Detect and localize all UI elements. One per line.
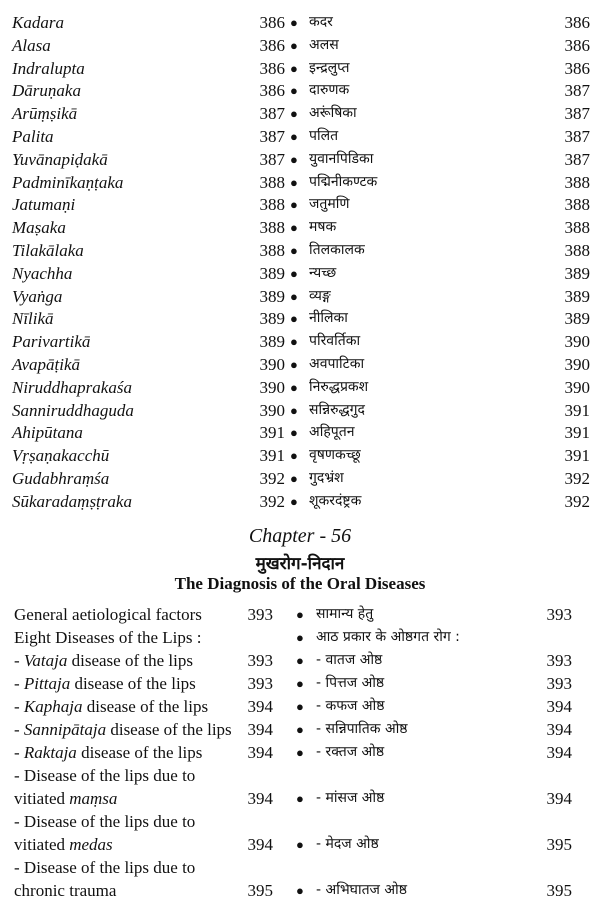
page-number-hindi: 386 xyxy=(564,35,590,55)
index-row xyxy=(0,421,600,444)
entry-hindi: शूकरदंष्ट्रक xyxy=(309,492,362,509)
index-row xyxy=(0,444,600,467)
page-number-english: 395 xyxy=(247,881,273,900)
page-number-hindi: 394 xyxy=(546,720,572,739)
bullet: ● xyxy=(296,883,304,898)
page-number-english: 390 xyxy=(259,377,285,397)
index-row xyxy=(0,764,600,810)
page-number-english: 391 xyxy=(259,446,285,466)
page-number-english: 390 xyxy=(259,400,285,420)
entry-hindi: नीलिका xyxy=(309,310,348,327)
page-number-hindi: 388 xyxy=(564,172,590,192)
entry-english: Sanniruddhaguda xyxy=(12,400,134,420)
entry-hindi: - पित्तज ओष्ठ xyxy=(316,675,385,691)
bullet: ● xyxy=(290,288,298,304)
chapter-title-english: The Diagnosis of the Oral Diseases xyxy=(174,574,426,593)
bullet: ● xyxy=(296,722,304,737)
entry-english: Jatumaṇi xyxy=(12,195,76,215)
entry-english: General aetiological factors xyxy=(14,605,202,624)
entry-english: Parivartikā xyxy=(12,332,91,352)
page-number-hindi: 391 xyxy=(564,400,590,420)
page-number-english: 393 xyxy=(247,651,273,670)
index-row xyxy=(0,239,600,262)
entry-english: - Vataja disease of the lips xyxy=(14,651,193,670)
chapter-title-hindi: मुखरोग-निदान xyxy=(255,554,345,574)
page-number-english: 392 xyxy=(259,469,285,488)
bullet: ● xyxy=(290,174,298,190)
bullet: ● xyxy=(290,471,298,486)
bullet: ● xyxy=(296,676,304,691)
page-number-hindi: 386 xyxy=(564,13,590,32)
page-number-hindi: 392 xyxy=(564,491,590,511)
entry-english: - Disease of the lips due to vitiated maṃsa xyxy=(14,766,196,808)
index-row xyxy=(0,649,600,672)
index-row xyxy=(0,102,600,125)
page-number-english: 386 xyxy=(259,81,285,101)
page-number-hindi: 393 xyxy=(546,674,572,693)
bullet: ● xyxy=(296,791,304,806)
index-row xyxy=(0,193,600,216)
entry-hindi: - अभिघातज ओष्ठ xyxy=(316,882,407,898)
bullet: ● xyxy=(290,334,298,350)
page-number-english: 388 xyxy=(259,172,285,192)
bullet: ● xyxy=(296,630,304,645)
entry-english: - Kaphaja disease of the lips xyxy=(14,697,209,716)
page-number-hindi: 389 xyxy=(564,263,590,283)
page-number-english: 386 xyxy=(259,35,285,55)
entry-english: - Raktaja disease of the lips xyxy=(14,743,203,762)
page-number-hindi: 389 xyxy=(564,309,590,329)
entry-english: Tilakālaka xyxy=(12,241,84,260)
entry-english: Avapāṭikā xyxy=(12,355,80,374)
bullet: ● xyxy=(290,379,298,395)
page-number-english: 388 xyxy=(259,241,285,260)
entry-english: Palita xyxy=(12,127,54,146)
page-number-english: 389 xyxy=(259,332,285,352)
page-number-hindi: 395 xyxy=(546,881,572,900)
index-row xyxy=(0,695,600,718)
page-number-hindi: 390 xyxy=(564,332,590,352)
index-row xyxy=(0,57,600,80)
entry-hindi: पद्मिनीकण्टक xyxy=(309,173,378,190)
entry-english: - Pittaja disease of the lips xyxy=(14,674,196,693)
entry-english: Ahipūtana xyxy=(12,423,83,443)
index-row xyxy=(0,810,600,856)
page-number-hindi: 387 xyxy=(564,104,590,124)
bullet: ● xyxy=(296,745,304,760)
bullet: ● xyxy=(296,837,304,852)
page-number-english: 394 xyxy=(247,835,273,854)
page-number-hindi: 388 xyxy=(564,241,590,260)
page-number-hindi: 391 xyxy=(564,446,590,466)
entry-english: Indralupta xyxy=(12,58,85,78)
page-number-english: 389 xyxy=(259,286,285,306)
bullet: ● xyxy=(290,15,298,30)
index-row xyxy=(0,603,600,626)
entry-hindi: न्यच्छ xyxy=(309,264,337,281)
page-number-english: 390 xyxy=(259,355,285,374)
page-number-hindi: 394 xyxy=(546,743,572,762)
bullet: ● xyxy=(290,151,298,167)
entry-hindi: - वातज ओष्ठ xyxy=(316,652,383,668)
entry-hindi: अवपाटिका xyxy=(309,356,365,372)
entry-hindi: वृषणकच्छू xyxy=(309,447,361,464)
page-number-hindi: 393 xyxy=(546,651,572,670)
entry-english: - Disease of the lips due to chronic trauma xyxy=(14,858,196,900)
entry-hindi: - मांसज ओष्ठ xyxy=(316,790,385,806)
entry-hindi: - सन्निपातिक ओष्ठ xyxy=(316,721,408,737)
page-number-english: 394 xyxy=(247,789,273,808)
entry-english: - Sannipātaja disease of the lips xyxy=(14,720,232,739)
index-row xyxy=(0,376,600,399)
entry-hindi: कदर xyxy=(309,14,333,30)
entry-english: Gudabhraṃśa xyxy=(12,469,110,488)
entry-hindi: आठ प्रकार के ओष्ठगत रोग : xyxy=(316,629,460,645)
page-number-hindi: 388 xyxy=(564,195,590,215)
bullet: ● xyxy=(296,699,304,714)
entry-english: Alasa xyxy=(12,35,51,55)
page-number-english: 394 xyxy=(247,743,273,762)
page-number-english: 387 xyxy=(259,127,285,146)
index-row xyxy=(0,467,600,490)
index-row xyxy=(0,285,600,308)
index-row xyxy=(0,79,600,102)
entry-english: Dāruṇaka xyxy=(12,81,81,101)
entry-hindi: गुदभ्रंश xyxy=(309,470,344,486)
index-row xyxy=(0,125,600,148)
page-number-hindi: 389 xyxy=(564,286,590,306)
page-number-english: 388 xyxy=(259,218,285,238)
index-row xyxy=(0,307,600,330)
page-number-hindi: 390 xyxy=(564,355,590,374)
entry-hindi: व्यङ्ग xyxy=(309,287,331,304)
page-number-hindi: 391 xyxy=(564,423,590,443)
entry-hindi: परिवर्तिका xyxy=(309,333,361,350)
index-row xyxy=(0,399,600,422)
page-number-english: 389 xyxy=(259,263,285,283)
page-number-hindi: 390 xyxy=(564,377,590,397)
page-number-english: 394 xyxy=(247,697,273,716)
entry-hindi: निरुद्धप्रकश xyxy=(309,378,369,395)
index-row xyxy=(0,626,600,649)
chapter-number: Chapter - 56 xyxy=(248,525,352,547)
page-number-english: 392 xyxy=(259,491,285,511)
index-row xyxy=(0,856,600,902)
index-row xyxy=(0,171,600,194)
entry-hindi: तिलकालक xyxy=(309,242,365,258)
entry-english: Niruddhaprakaśa xyxy=(12,377,132,397)
entry-english: Nīlikā xyxy=(12,309,54,329)
bullet: ● xyxy=(290,106,298,122)
bullet: ● xyxy=(290,425,298,441)
entry-english: - Disease of the lips due to vitiated medas xyxy=(14,812,196,854)
index-row xyxy=(0,490,600,513)
index-row xyxy=(0,11,600,34)
bullet: ● xyxy=(290,37,298,53)
entry-hindi: इन्द्रलुप्त xyxy=(309,59,350,76)
bullet: ● xyxy=(290,197,298,213)
entry-hindi: युवानपिडिका xyxy=(309,150,374,167)
bullet: ● xyxy=(290,243,298,258)
bullet: ● xyxy=(290,83,298,99)
page-number-hindi: 393 xyxy=(546,605,572,624)
bullet: ● xyxy=(290,60,298,76)
page-number-english: 391 xyxy=(259,423,285,443)
bullet: ● xyxy=(290,493,298,509)
index-row xyxy=(0,34,600,57)
page-number-hindi: 395 xyxy=(546,835,572,854)
page-number-hindi: 387 xyxy=(564,81,590,101)
entry-hindi: - रक्तज ओष्ठ xyxy=(316,744,385,760)
entry-hindi: अलस xyxy=(309,36,339,53)
page-number-english: 393 xyxy=(247,605,273,624)
page-number-hindi: 387 xyxy=(564,127,590,146)
bullet: ● xyxy=(290,220,298,236)
bullet: ● xyxy=(290,357,298,372)
entry-hindi: दारुणक xyxy=(309,82,350,99)
page-number-english: 389 xyxy=(259,309,285,329)
bullet: ● xyxy=(290,448,298,464)
entry-hindi: सन्निरुद्धगुद xyxy=(309,401,365,418)
entry-english: Yuvānapiḍakā xyxy=(12,149,108,169)
page-number-hindi: 394 xyxy=(546,789,572,808)
entry-english: Nyachha xyxy=(12,263,73,283)
bullet: ● xyxy=(290,402,298,418)
index-row xyxy=(0,148,600,171)
page-number-hindi: 387 xyxy=(564,149,590,169)
page-number-english: 386 xyxy=(259,58,285,78)
entry-english: Arūṃṣikā xyxy=(12,104,78,124)
entry-english: Kadara xyxy=(12,13,64,32)
entry-english: Sūkaradaṃṣṭraka xyxy=(12,491,132,511)
index-row xyxy=(0,216,600,239)
entry-hindi: जतुमणि xyxy=(309,196,350,213)
page-number-english: 388 xyxy=(259,195,285,215)
entry-hindi: मषक xyxy=(309,219,337,236)
entry-english: Maṣaka xyxy=(12,218,66,238)
index-row xyxy=(0,718,600,741)
entry-hindi: सामान्य हेतु xyxy=(316,606,374,622)
entry-hindi: अहिपूतन xyxy=(309,424,355,441)
page-number-english: 386 xyxy=(259,13,285,32)
entry-hindi: - कफज ओष्ठ xyxy=(316,698,385,714)
entry-english: Vṛṣaṇakacchū xyxy=(12,446,110,466)
entry-english: Vyaṅga xyxy=(12,286,63,306)
page-number-hindi: 394 xyxy=(546,697,572,716)
entry-hindi: - मेदज ओष्ठ xyxy=(316,836,379,852)
page-number-english: 394 xyxy=(247,720,273,739)
entry-english: Padminīkaṇṭaka xyxy=(12,172,124,192)
index-row xyxy=(0,262,600,285)
entry-hindi: पलित xyxy=(309,128,339,144)
bullet: ● xyxy=(290,265,298,281)
bullet: ● xyxy=(296,607,304,622)
page-number-hindi: 392 xyxy=(564,469,590,488)
bullet: ● xyxy=(290,311,298,327)
index-row xyxy=(0,330,600,353)
page-number-english: 393 xyxy=(247,674,273,693)
entry-english: Eight Diseases of the Lips : xyxy=(14,628,202,647)
bullet: ● xyxy=(290,129,298,144)
index-row xyxy=(0,741,600,764)
page-number-hindi: 386 xyxy=(564,58,590,78)
page-number-hindi: 388 xyxy=(564,218,590,238)
index-row xyxy=(0,672,600,695)
page-number-english: 387 xyxy=(259,104,285,124)
page-number-english: 387 xyxy=(259,149,285,169)
entry-hindi: अरूंषिका xyxy=(309,105,357,122)
index-row xyxy=(0,353,600,376)
bullet: ● xyxy=(296,653,304,668)
